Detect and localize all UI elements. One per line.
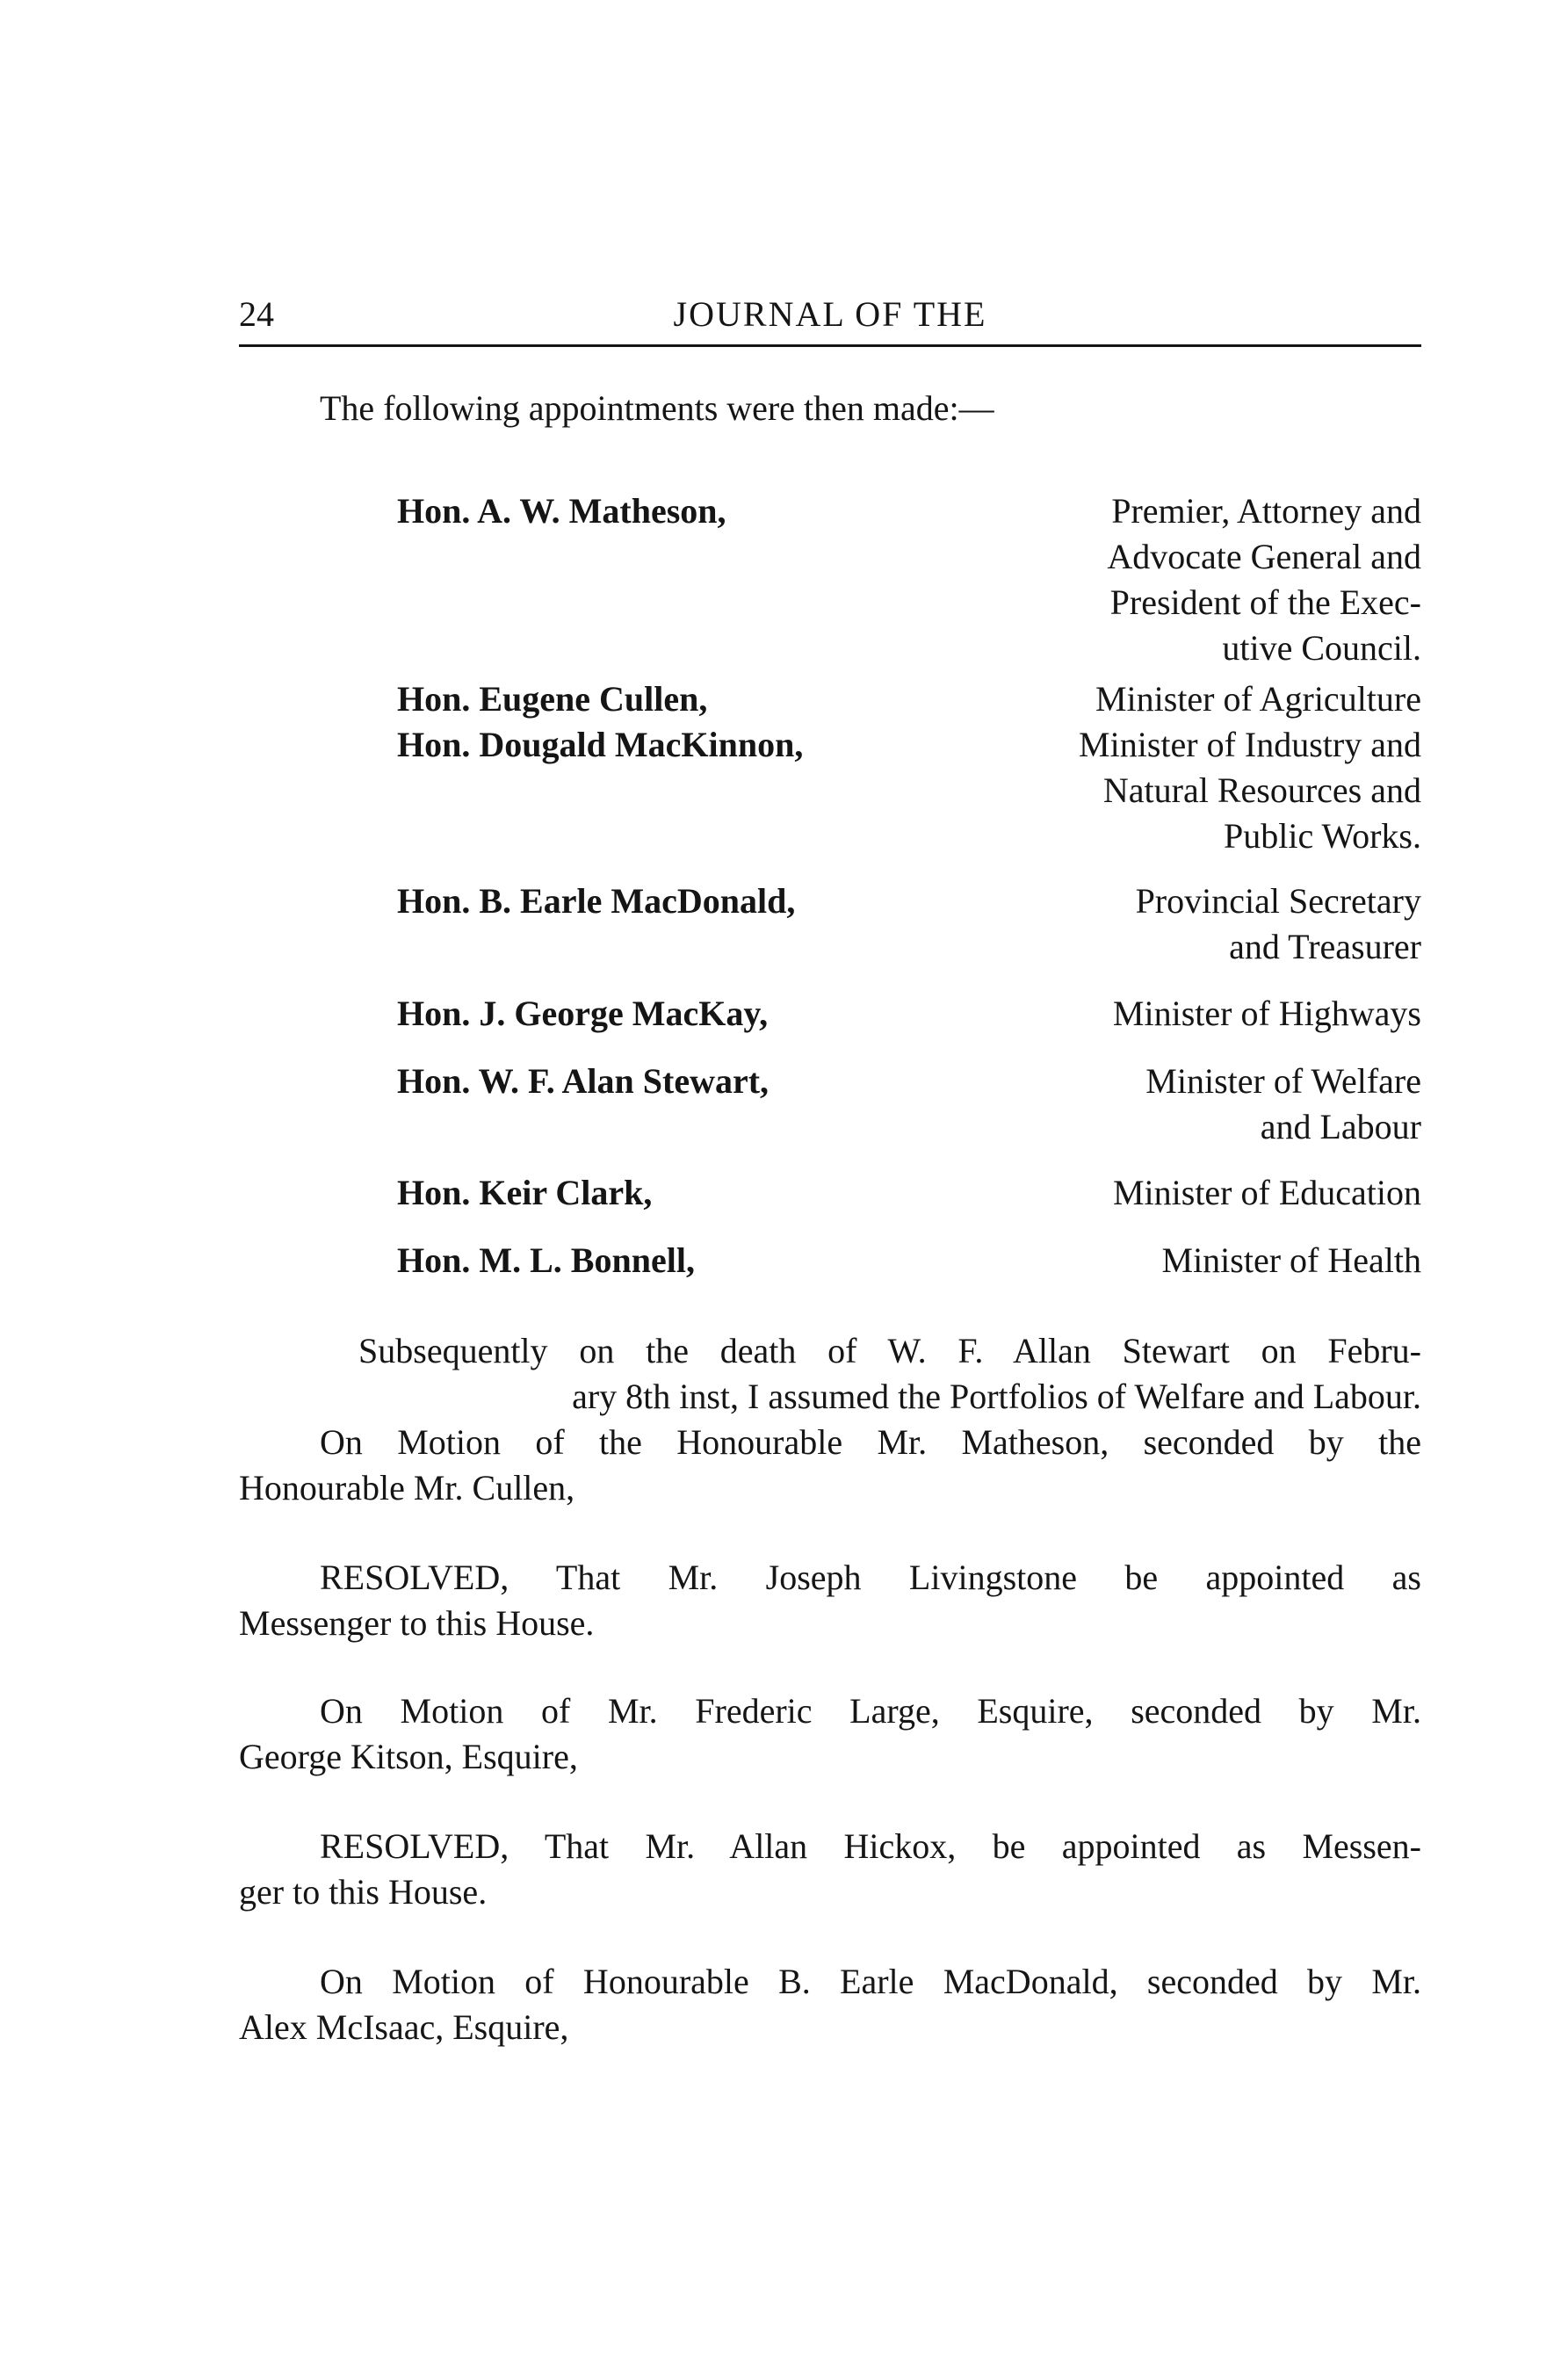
paragraph-line: RESOLVED, That Mr. Allan Hickox, be appointed as Messen-: [320, 1826, 1421, 1866]
running-head: JOURNAL OF THE: [673, 294, 987, 334]
portfolio-note: [358, 1328, 1421, 1420]
appointee-office: [1162, 1238, 1422, 1283]
page-number: 24: [239, 294, 274, 334]
paragraph-line: On Motion of the Honourable Mr. Matheson, seconded by the: [320, 1422, 1421, 1462]
paragraph-line: George Kitson, Esquire,: [239, 1737, 578, 1776]
appointee-name: Hon. Dougald MacKinnon,: [397, 725, 804, 764]
appointee-office: [1107, 488, 1421, 671]
office-line: and Treasurer: [1229, 927, 1421, 966]
office-line: Premier, Attorney and: [1111, 491, 1421, 531]
appointee-name: Hon. J. George MacKay,: [397, 994, 769, 1033]
office-line: Provincial Secretary: [1135, 881, 1421, 921]
paragraph-line: On Motion of Honourable B. Earle MacDonald, seconded by Mr.: [320, 1962, 1421, 2001]
office-line: and Labour: [1260, 1107, 1421, 1146]
appointee-name: Hon. A. W. Matheson,: [397, 491, 726, 531]
header-rule: [239, 344, 1421, 347]
appointee-office: [1113, 991, 1421, 1037]
note-line: Subsequently on the death of W. F. Allan Stewart on Febru-: [358, 1331, 1421, 1370]
office-line: Advocate General and: [1107, 537, 1421, 576]
paragraph-line: Alex McIsaac, Esquire,: [239, 2007, 569, 2047]
resolution-paragraph: [239, 1824, 1421, 1915]
appointee-office: [1145, 1059, 1421, 1150]
office-line: Minister of Health: [1161, 1240, 1421, 1280]
appointee-office: [1136, 878, 1421, 970]
office-line: Minister of Education: [1112, 1173, 1421, 1212]
paragraph-line: RESOLVED, That Mr. Joseph Livingstone be appointed as: [320, 1558, 1421, 1597]
appointee-office: [1079, 722, 1421, 859]
appointee-name: Hon. B. Earle MacDonald,: [397, 881, 796, 921]
office-line: President of the Exec-: [1109, 582, 1421, 622]
appointee-name: Hon. W. F. Alan Stewart,: [397, 1061, 770, 1101]
page-header: [239, 295, 1421, 348]
paragraph-line: Messenger to this House.: [239, 1603, 595, 1643]
appointee-name: Hon. M. L. Bonnell,: [397, 1240, 695, 1280]
motion-paragraph: [239, 1688, 1421, 1780]
appointee-name: Hon. Keir Clark,: [397, 1173, 653, 1212]
note-line: ary 8th inst, I assumed the Portfolios of Welfare and Labour.: [572, 1377, 1421, 1416]
office-line: Natural Resources and: [1102, 770, 1421, 810]
paragraph-line: Honourable Mr. Cullen,: [239, 1468, 575, 1507]
office-line: Public Works.: [1224, 816, 1421, 856]
office-line: Minister of Highways: [1112, 994, 1421, 1033]
paragraph-line: On Motion of Mr. Frederic Large, Esquire, seconded by Mr.: [320, 1691, 1421, 1731]
motion-paragraph: [239, 1420, 1421, 1511]
office-line: Minister of Agriculture: [1095, 679, 1421, 719]
appointments-intro: The following appointments were then made:—: [320, 388, 994, 428]
appointee-office: [1095, 676, 1421, 722]
appointee-name: Hon. Eugene Cullen,: [397, 679, 708, 719]
office-line: utive Council.: [1222, 628, 1421, 668]
motion-paragraph: [239, 1959, 1421, 2050]
resolution-paragraph: [239, 1555, 1421, 1646]
appointee-office: [1113, 1170, 1421, 1216]
paragraph-line: ger to this House.: [239, 1872, 488, 1912]
office-line: Minister of Industry and: [1079, 725, 1421, 764]
office-line: Minister of Welfare: [1145, 1061, 1421, 1101]
